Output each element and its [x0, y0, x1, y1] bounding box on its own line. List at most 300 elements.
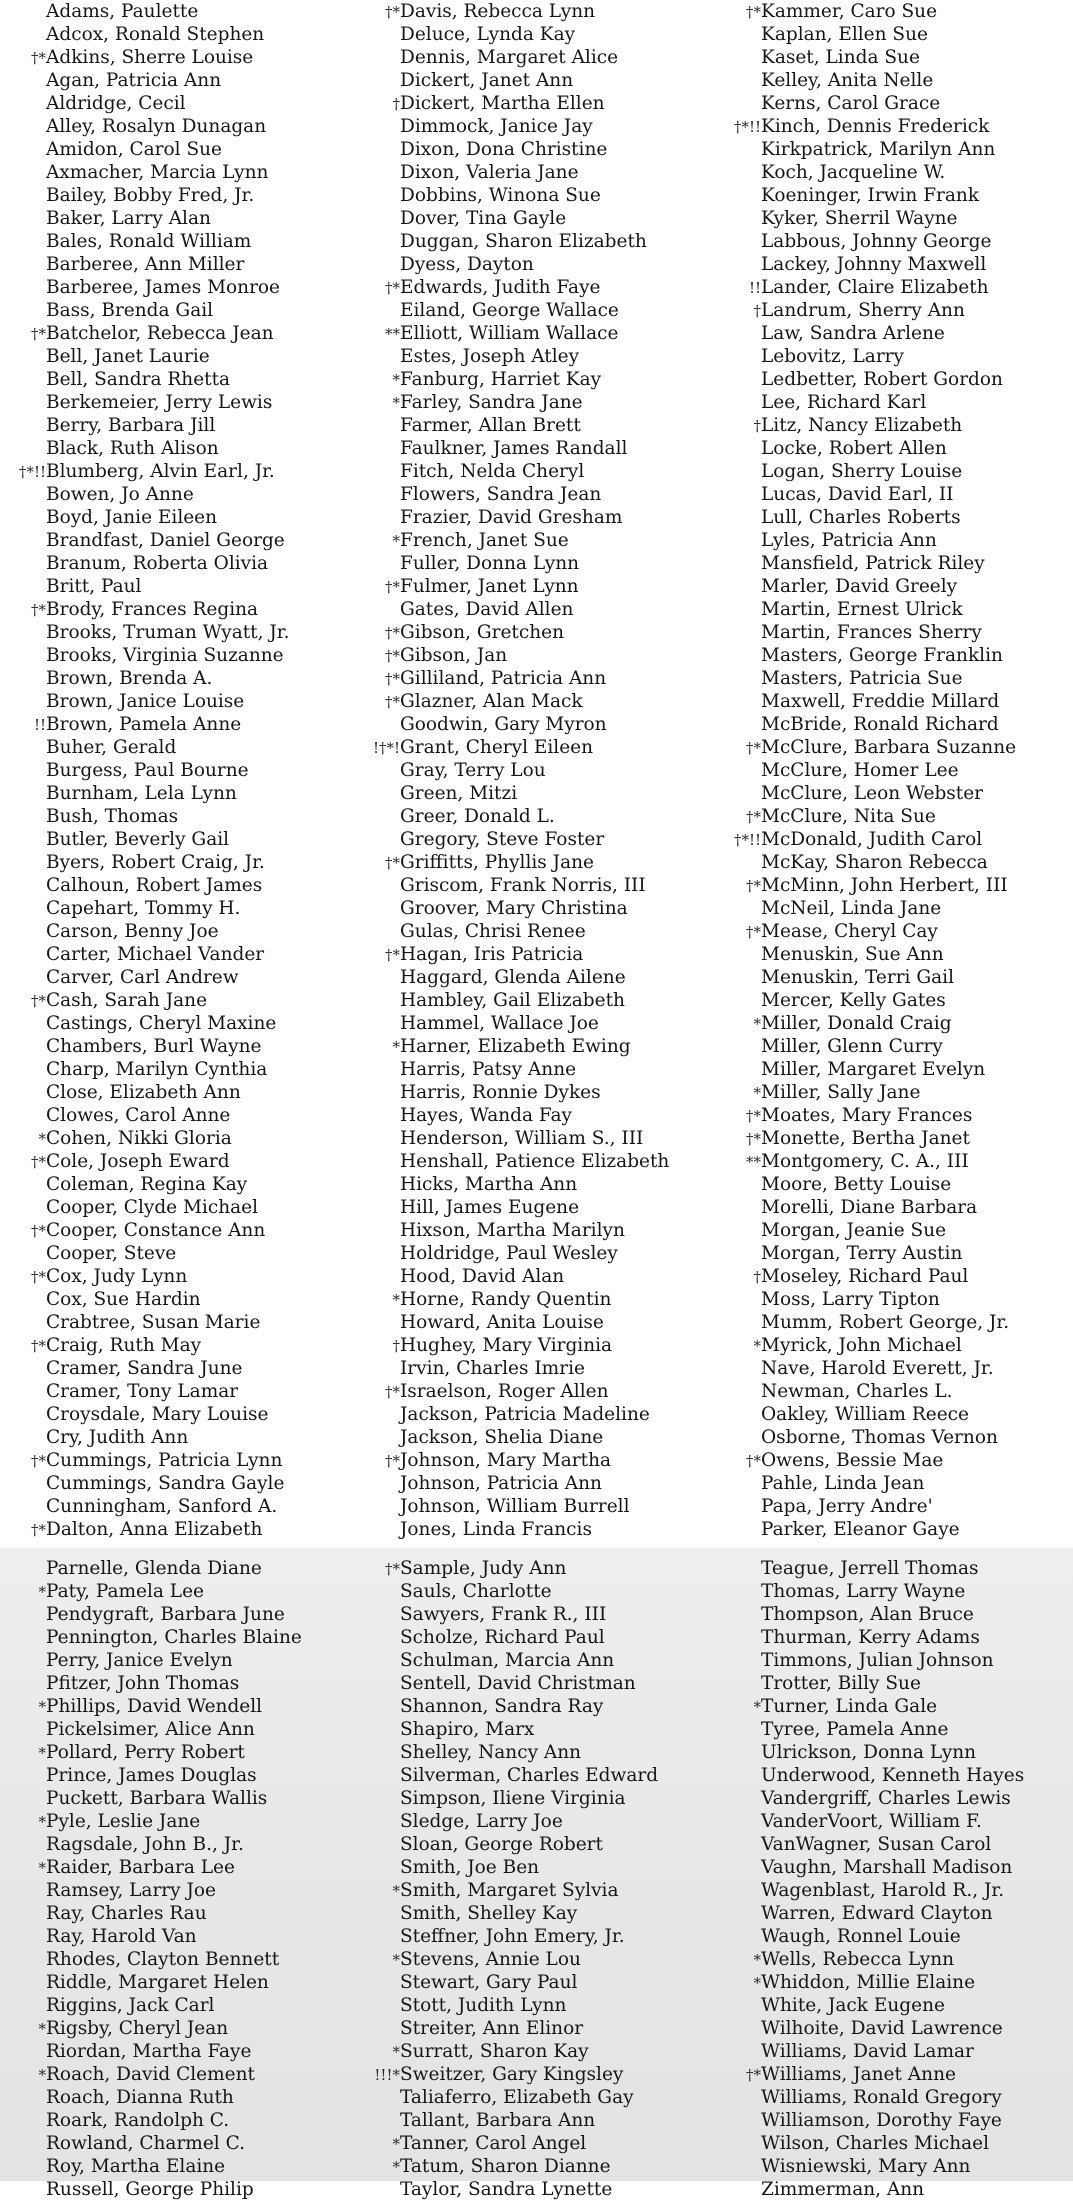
person-name: Calhoun, Robert James — [46, 875, 263, 896]
person-name: Cooper, Steve — [46, 1243, 177, 1264]
name-entry — [370, 207, 669, 230]
name-entry — [370, 92, 669, 115]
name-entry — [370, 1518, 669, 1541]
name-entry — [8, 1380, 289, 1403]
honor-mark: †* — [31, 1268, 46, 1286]
person-name: Morgan, Terry Austin — [761, 1243, 963, 1264]
honor-mark: †* — [746, 2066, 761, 2084]
name-entry — [370, 1994, 658, 2017]
name-entry — [725, 115, 1016, 138]
name-entry — [8, 1426, 289, 1449]
name-entry — [370, 414, 669, 437]
person-name: Schulman, Marcia Ann — [400, 1650, 615, 1671]
name-entry — [725, 598, 1016, 621]
name-entry — [8, 1288, 289, 1311]
honor-mark: †* — [31, 1222, 46, 1240]
person-name: Harris, Patsy Anne — [400, 1059, 577, 1080]
name-entry — [8, 69, 289, 92]
name-entry — [370, 2017, 658, 2040]
person-name: Sauls, Charlotte — [400, 1581, 552, 1602]
honor-mark: !! — [748, 279, 761, 297]
name-entry — [8, 1265, 289, 1288]
person-name: Berry, Barbara Jill — [46, 415, 216, 436]
person-name: Parker, Eleanor Gaye — [761, 1519, 960, 1540]
name-entry — [725, 1672, 1024, 1695]
name-entry — [725, 1718, 1024, 1741]
name-entry — [370, 460, 669, 483]
person-name: Burgess, Paul Bourne — [46, 760, 249, 781]
name-entry — [725, 1603, 1024, 1626]
honor-mark: †* — [385, 1383, 400, 1401]
name-entry — [725, 161, 1016, 184]
person-name: Cramer, Sandra June — [46, 1358, 243, 1379]
person-name: Bales, Ronald William — [46, 231, 252, 252]
person-name: Adams, Paulette — [46, 1, 199, 22]
person-name: Buher, Gerald — [46, 737, 177, 758]
person-name: Johnson, Patricia Ann — [400, 1473, 602, 1494]
name-column-3 — [725, 0, 1016, 1541]
person-name: Underwood, Kenneth Hayes — [761, 1765, 1025, 1786]
honor-mark: ** — [746, 1153, 761, 1171]
name-entry — [370, 1495, 669, 1518]
name-entry — [8, 1603, 302, 1626]
person-name: Wisniewski, Mary Ann — [761, 2156, 971, 2177]
name-entry — [370, 1081, 669, 1104]
person-name: Papa, Jerry Andre' — [761, 1496, 933, 1517]
name-entry — [370, 46, 669, 69]
honor-mark: * — [38, 1583, 46, 1601]
person-name: Farmer, Allan Brett — [400, 415, 581, 436]
name-entry — [370, 1265, 669, 1288]
person-name: Roach, Dianna Ruth — [46, 2087, 234, 2108]
person-name: Clowes, Carol Anne — [46, 1105, 231, 1126]
name-entry — [370, 1695, 658, 1718]
person-name: Warren, Edward Clayton — [761, 1903, 993, 1924]
person-name: Martin, Frances Sherry — [761, 622, 982, 643]
name-entry — [725, 943, 1016, 966]
name-entry — [8, 1357, 289, 1380]
name-entry — [8, 2132, 302, 2155]
person-name: Hagan, Iris Patricia — [400, 944, 584, 965]
person-name: Cummings, Patricia Lynn — [46, 1450, 283, 1471]
name-entry — [370, 644, 669, 667]
name-entry — [8, 1925, 302, 1948]
person-name: Gibson, Jan — [400, 645, 508, 666]
name-entry — [8, 1012, 289, 1035]
name-entry — [725, 667, 1016, 690]
person-name: Howard, Anita Louise — [400, 1312, 604, 1333]
honor-mark: * — [392, 2043, 400, 2061]
name-entry — [8, 115, 289, 138]
name-entry — [725, 1357, 1016, 1380]
name-entry — [8, 1058, 289, 1081]
person-name: Haggard, Glenda Ailene — [400, 967, 626, 988]
person-name: Blumberg, Alvin Earl, Jr. — [46, 461, 275, 482]
person-name: Kaplan, Ellen Sue — [761, 24, 928, 45]
name-entry — [8, 1403, 289, 1426]
name-entry — [370, 483, 669, 506]
name-entry — [725, 759, 1016, 782]
person-name: Moore, Betty Louise — [761, 1174, 952, 1195]
person-name: Riggins, Jack Carl — [46, 1995, 215, 2016]
person-name: Tyree, Pamela Anne — [761, 1719, 949, 1740]
name-entry — [8, 1495, 289, 1518]
honor-mark: †* — [385, 670, 400, 688]
name-entry — [370, 299, 669, 322]
name-entry — [370, 1833, 658, 1856]
person-name: Dover, Tina Gayle — [400, 208, 567, 229]
person-name: Carter, Michael Vander — [46, 944, 265, 965]
name-entry — [725, 1150, 1016, 1173]
person-name: Hicks, Martha Ann — [400, 1174, 578, 1195]
person-name: Hood, David Alan — [400, 1266, 565, 1287]
person-name: Harner, Elizabeth Ewing — [400, 1036, 631, 1057]
person-name: Brooks, Virginia Suzanne — [46, 645, 284, 666]
honor-mark: * — [38, 1813, 46, 1831]
person-name: Ramsey, Larry Joe — [46, 1880, 216, 1901]
name-entry — [725, 1127, 1016, 1150]
person-name: Goodwin, Gary Myron — [400, 714, 607, 735]
name-column-4 — [8, 1557, 302, 2201]
honor-mark: †* — [31, 1153, 46, 1171]
person-name: Charp, Marilyn Cynthia — [46, 1059, 268, 1080]
name-entry — [370, 1902, 658, 1925]
honor-mark: * — [392, 394, 400, 412]
honor-mark: †* — [746, 877, 761, 895]
name-entry — [725, 2086, 1024, 2109]
name-entry — [8, 460, 289, 483]
person-name: Capehart, Tommy H. — [46, 898, 241, 919]
person-name: Hammel, Wallace Joe — [400, 1013, 599, 1034]
person-name: Miller, Sally Jane — [761, 1082, 921, 1103]
name-entry — [725, 1879, 1024, 1902]
name-entry — [8, 506, 289, 529]
name-entry — [725, 1495, 1016, 1518]
person-name: Amidon, Carol Sue — [46, 139, 222, 160]
name-entry — [8, 1879, 302, 1902]
name-entry — [725, 552, 1016, 575]
name-entry — [8, 46, 289, 69]
person-name: Batchelor, Rebecca Jean — [46, 323, 274, 344]
name-entry — [725, 644, 1016, 667]
person-name: Kammer, Caro Sue — [761, 1, 938, 22]
person-name: Horne, Randy Quentin — [400, 1289, 612, 1310]
person-name: Brandfast, Daniel George — [46, 530, 285, 551]
name-entry — [8, 1173, 289, 1196]
honor-mark: †* — [746, 1107, 761, 1125]
name-entry — [725, 1695, 1024, 1718]
person-name: Gregory, Steve Foster — [400, 829, 605, 850]
person-name: Timmons, Julian Johnson — [761, 1650, 994, 1671]
person-name: Logan, Sherry Louise — [761, 461, 963, 482]
name-entry — [8, 1557, 302, 1580]
person-name: Roark, Randolph C. — [46, 2110, 230, 2131]
name-entry — [370, 1334, 669, 1357]
name-entry — [370, 598, 669, 621]
person-name: Jackson, Patricia Madeline — [400, 1404, 650, 1425]
person-name: Raider, Barbara Lee — [46, 1857, 235, 1878]
honor-mark: * — [753, 1951, 761, 1969]
name-entry — [370, 805, 669, 828]
name-entry — [725, 1902, 1024, 1925]
name-entry — [8, 667, 289, 690]
person-name: Pendygraft, Barbara June — [46, 1604, 285, 1625]
name-entry — [8, 1150, 289, 1173]
person-name: Close, Elizabeth Ann — [46, 1082, 241, 1103]
honor-mark: †*!! — [733, 118, 761, 136]
person-name: Greer, Donald L. — [400, 806, 555, 827]
name-entry — [725, 1856, 1024, 1879]
name-entry — [725, 1288, 1016, 1311]
person-name: Agan, Patricia Ann — [46, 70, 222, 91]
name-entry — [8, 1196, 289, 1219]
person-name: Bell, Janet Laurie — [46, 346, 210, 367]
honor-mark: † — [753, 302, 761, 320]
person-name: Fitch, Nelda Cheryl — [400, 461, 585, 482]
person-name: Groover, Mary Christina — [400, 898, 628, 919]
name-entry — [8, 851, 289, 874]
name-entry — [370, 1603, 658, 1626]
name-entry — [725, 368, 1016, 391]
person-name: Waugh, Ronnel Louie — [761, 1926, 961, 1947]
honor-mark: †* — [31, 1521, 46, 1539]
person-name: Hayes, Wanda Fay — [400, 1105, 572, 1126]
name-entry — [370, 621, 669, 644]
person-name: Hughey, Mary Virginia — [400, 1335, 613, 1356]
person-name: McDonald, Judith Carol — [761, 829, 983, 850]
honor-mark: !! — [33, 716, 46, 734]
name-entry — [725, 1403, 1016, 1426]
name-entry — [370, 276, 669, 299]
name-entry — [370, 575, 669, 598]
person-name: Hambley, Gail Elizabeth — [400, 990, 625, 1011]
name-entry — [370, 1219, 669, 1242]
person-name: Morelli, Diane Barbara — [761, 1197, 978, 1218]
name-entry — [8, 1695, 302, 1718]
person-name: Oakley, William Reece — [761, 1404, 969, 1425]
person-name: Vandergriff, Charles Lewis — [761, 1788, 1011, 1809]
name-entry — [725, 276, 1016, 299]
person-name: Labbous, Johnny George — [761, 231, 992, 252]
name-entry — [8, 943, 289, 966]
name-entry — [8, 322, 289, 345]
person-name: Wagenblast, Harold R., Jr. — [761, 1880, 1005, 1901]
name-entry — [725, 2132, 1024, 2155]
person-name: Cry, Judith Ann — [46, 1427, 189, 1448]
person-name: Phillips, David Wendell — [46, 1696, 263, 1717]
person-name: Montgomery, C. A., III — [761, 1151, 969, 1172]
person-name: Chambers, Burl Wayne — [46, 1036, 262, 1057]
name-entry — [8, 759, 289, 782]
person-name: Hixson, Martha Marilyn — [400, 1220, 625, 1241]
name-entry — [8, 1810, 302, 1833]
name-entry — [370, 1035, 669, 1058]
person-name: Mease, Cheryl Cay — [761, 921, 938, 942]
name-entry — [370, 1357, 669, 1380]
name-entry — [8, 644, 289, 667]
name-entry — [370, 368, 669, 391]
person-name: McNeil, Linda Jane — [761, 898, 942, 919]
person-name: Miller, Margaret Evelyn — [761, 1059, 986, 1080]
person-name: Cohen, Nikki Gloria — [46, 1128, 232, 1149]
name-entry — [725, 1265, 1016, 1288]
name-entry — [8, 1219, 289, 1242]
person-name: Gray, Terry Lou — [400, 760, 546, 781]
person-name: Lull, Charles Roberts — [761, 507, 961, 528]
person-name: Simpson, Iliene Virginia — [400, 1788, 626, 1809]
name-entry — [370, 69, 669, 92]
name-entry — [370, 1741, 658, 1764]
name-entry — [725, 1833, 1024, 1856]
person-name: VanderVoort, William F. — [761, 1811, 982, 1832]
person-name: Stott, Judith Lynn — [400, 1995, 567, 2016]
person-name: Roy, Martha Elaine — [46, 2156, 226, 2177]
name-entry — [8, 1580, 302, 1603]
name-column-5 — [370, 1557, 658, 2201]
name-entry — [8, 1833, 302, 1856]
person-name: Pahle, Linda Jean — [761, 1473, 925, 1494]
person-name: Shapiro, Marx — [400, 1719, 535, 1740]
person-name: White, Jack Eugene — [761, 1995, 945, 2016]
person-name: Estes, Joseph Atley — [400, 346, 580, 367]
name-entry — [370, 966, 669, 989]
person-name: Smith, Joe Ben — [400, 1857, 540, 1878]
name-entry — [725, 184, 1016, 207]
name-entry — [725, 23, 1016, 46]
name-entry — [725, 92, 1016, 115]
name-entry — [370, 1557, 658, 1580]
honor-mark: †* — [385, 578, 400, 596]
honor-mark: † — [392, 95, 400, 113]
name-entry — [8, 1035, 289, 1058]
name-entry — [8, 483, 289, 506]
person-name: Dobbins, Winona Sue — [400, 185, 601, 206]
person-name: Kelley, Anita Nelle — [761, 70, 934, 91]
person-name: Israelson, Roger Allen — [400, 1381, 609, 1402]
name-entry — [725, 1035, 1016, 1058]
person-name: Kaset, Linda Sue — [761, 47, 920, 68]
name-entry — [8, 966, 289, 989]
name-entry — [725, 1925, 1024, 1948]
person-name: Mumm, Robert George, Jr. — [761, 1312, 1010, 1333]
name-entry — [8, 1104, 289, 1127]
person-name: Law, Sandra Arlene — [761, 323, 945, 344]
person-name: Cooper, Clyde Michael — [46, 1197, 259, 1218]
name-entry — [370, 1948, 658, 1971]
person-name: Williamson, Dorothy Faye — [761, 2110, 1002, 2131]
name-entry — [8, 2086, 302, 2109]
name-entry — [8, 575, 289, 598]
person-name: Alley, Rosalyn Dunagan — [46, 116, 267, 137]
name-entry — [8, 1741, 302, 1764]
honor-mark: †* — [385, 1452, 400, 1470]
name-entry — [370, 2086, 658, 2109]
person-name: Farley, Sandra Jane — [400, 392, 583, 413]
name-entry — [725, 1948, 1024, 1971]
name-column-6 — [725, 1557, 1024, 2201]
name-entry — [725, 713, 1016, 736]
name-entry — [8, 1242, 289, 1265]
name-entry — [725, 2017, 1024, 2040]
person-name: Litz, Nancy Elizabeth — [761, 415, 963, 436]
person-name: Craig, Ruth May — [46, 1335, 202, 1356]
person-name: Ledbetter, Robert Gordon — [761, 369, 1003, 390]
person-name: Adcox, Ronald Stephen — [46, 24, 265, 45]
honor-mark: * — [392, 1038, 400, 1056]
honor-mark: †* — [385, 693, 400, 711]
person-name: Pickelsimer, Alice Ann — [46, 1719, 255, 1740]
person-name: VanWagner, Susan Carol — [761, 1834, 992, 1855]
name-entry — [8, 1764, 302, 1787]
person-name: Dickert, Martha Ellen — [400, 93, 605, 114]
name-entry — [370, 1311, 669, 1334]
name-entry — [370, 782, 669, 805]
name-entry — [370, 1150, 669, 1173]
name-entry — [370, 0, 669, 23]
name-entry — [370, 253, 669, 276]
name-entry — [725, 989, 1016, 1012]
person-name: Williams, Ronald Gregory — [761, 2087, 1002, 2108]
name-entry — [8, 1672, 302, 1695]
name-entry — [725, 736, 1016, 759]
honor-mark: * — [753, 1974, 761, 1992]
person-name: Koch, Jacqueline W. — [761, 162, 946, 183]
honor-mark: * — [753, 1084, 761, 1102]
name-entry — [725, 1741, 1024, 1764]
name-entry — [725, 1557, 1024, 1580]
person-name: Ray, Charles Rau — [46, 1903, 207, 1924]
name-column-1 — [8, 0, 289, 1541]
name-entry — [8, 2109, 302, 2132]
name-entry — [8, 437, 289, 460]
name-entry — [725, 299, 1016, 322]
name-entry — [725, 391, 1016, 414]
honor-mark: * — [392, 371, 400, 389]
honor-mark: * — [38, 1698, 46, 1716]
name-entry — [725, 345, 1016, 368]
name-entry — [370, 828, 669, 851]
name-entry — [725, 207, 1016, 230]
name-entry — [8, 1902, 302, 1925]
person-name: Baker, Larry Alan — [46, 208, 211, 229]
name-entry — [8, 1127, 289, 1150]
name-entry — [370, 1173, 669, 1196]
person-name: Carver, Carl Andrew — [46, 967, 239, 988]
person-name: Duggan, Sharon Elizabeth — [400, 231, 647, 252]
person-name: Faulkner, James Randall — [400, 438, 628, 459]
person-name: Coleman, Regina Kay — [46, 1174, 248, 1195]
honor-mark: †*!! — [733, 831, 761, 849]
person-name: Byers, Robert Craig, Jr. — [46, 852, 265, 873]
name-entry — [725, 851, 1016, 874]
name-entry — [725, 460, 1016, 483]
person-name: Wells, Rebecca Lynn — [761, 1949, 955, 1970]
person-name: Flowers, Sandra Jean — [400, 484, 602, 505]
person-name: Owens, Bessie Mae — [761, 1450, 944, 1471]
person-name: Shannon, Sandra Ray — [400, 1696, 604, 1717]
name-entry — [725, 46, 1016, 69]
person-name: Sledge, Larry Joe — [400, 1811, 563, 1832]
name-entry — [725, 1472, 1016, 1495]
name-entry — [370, 1127, 669, 1150]
person-name: Kirkpatrick, Marilyn Ann — [761, 139, 996, 160]
name-entry — [370, 345, 669, 368]
person-name: Kinch, Dennis Frederick — [761, 116, 990, 137]
person-name: Surratt, Sharon Kay — [400, 2041, 589, 2062]
person-name: Myrick, John Michael — [761, 1335, 962, 1356]
person-name: Pyle, Leslie Jane — [46, 1811, 201, 1832]
name-entry — [725, 897, 1016, 920]
